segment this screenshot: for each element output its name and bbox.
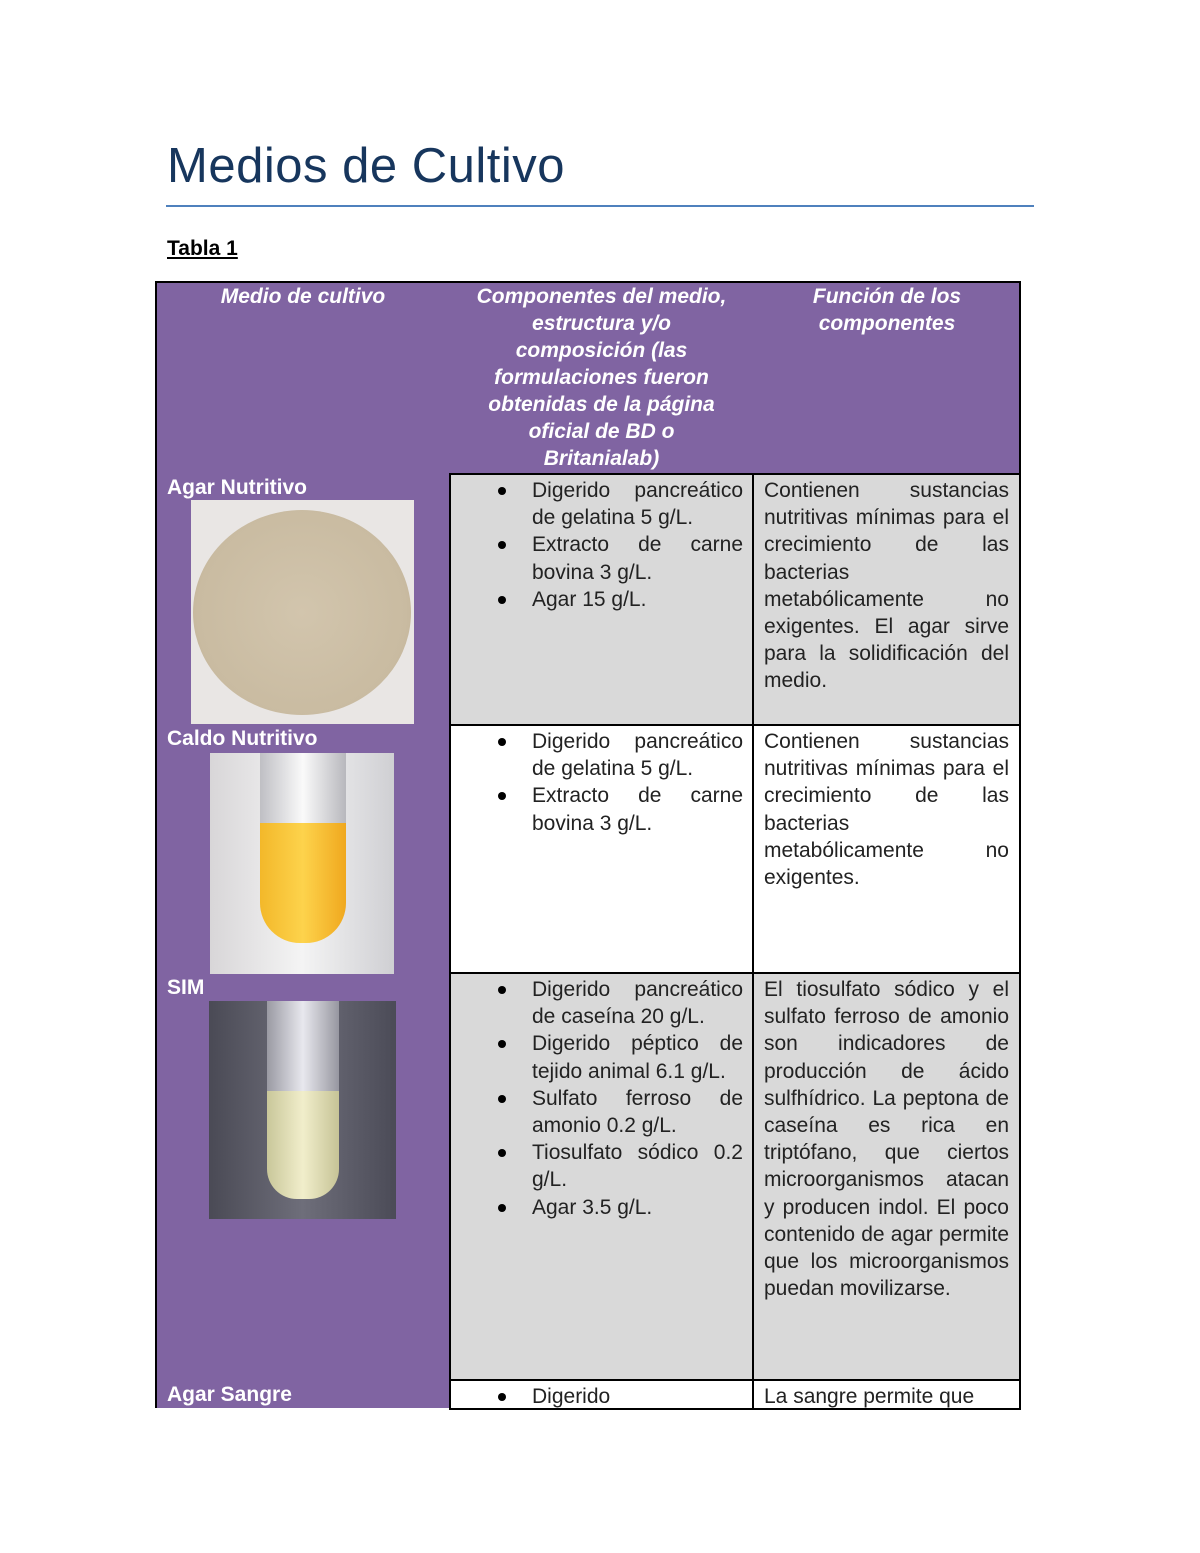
function-cell: El tiosulfato sódico y el sulfato ferroso de amonio son indicadores de producción de ácido sulfhídrico. La peptona de caseína es rica en triptófano, que ciertos microorganismos atacan y producen indol. El poco contenido de agar permite que los microorganismos puedan movilizarse.	[752, 972, 1021, 1381]
header-componentes: Componentes del medio, estructura y/o composición (las formulaciones fueron obtenidas de la página oficial de BD o Britanialab)	[476, 285, 727, 470]
component-item: Digerido pancreático de gelatina 5 g/L.	[532, 728, 743, 782]
component-item: Extracto de carne bovina 3 g/L.	[532, 531, 743, 585]
component-item: Agar 15 g/L.	[532, 586, 743, 613]
row-label-caldo-nutritivo: Caldo Nutritivo	[167, 727, 318, 750]
row-label-sim: SIM	[167, 976, 205, 999]
component-item: Digerido pancreático de caseína 20 g/L.	[532, 976, 743, 1030]
component-item: Digerido	[532, 1383, 743, 1410]
components-cell	[449, 972, 754, 1381]
function-cell: Contienen sustancias nutritivas mínimas para el crecimiento de las bacterias metabólicamente no exigentes.	[752, 724, 1021, 974]
components-cell	[449, 1379, 754, 1410]
table-caption: Tabla 1	[167, 237, 238, 260]
component-item: Digerido péptico de tejido animal 6.1 g/L.	[532, 1030, 743, 1084]
row-label-agar-sangre: Agar Sangre	[167, 1383, 292, 1406]
function-cell: La sangre permite que	[752, 1379, 1021, 1410]
components-cell	[449, 724, 754, 974]
title-underline	[166, 205, 1034, 207]
header-funcion: Función de los componentes	[812, 285, 962, 335]
components-cell	[449, 473, 754, 726]
caldo-nutritivo-photo	[210, 753, 394, 974]
sim-photo	[209, 1001, 396, 1219]
component-item: Agar 3.5 g/L.	[532, 1194, 743, 1221]
component-item: Sulfato ferroso de amonio 0.2 g/L.	[532, 1085, 743, 1139]
header-medio: Medio de cultivo	[220, 285, 386, 308]
component-item: Tiosulfato sódico 0.2 g/L.	[532, 1139, 743, 1193]
component-item: Extracto de carne bovina 3 g/L.	[532, 782, 743, 836]
media-table	[155, 281, 1021, 1408]
agar-nutritivo-photo	[191, 500, 414, 724]
function-cell: Contienen sustancias nutritivas mínimas para el crecimiento de las bacterias metabólicamente no exigentes. El agar sirve para la solidificación del medio.	[752, 473, 1021, 726]
page-title: Medios de Cultivo	[167, 139, 565, 193]
component-item: Digerido pancreático de gelatina 5 g/L.	[532, 477, 743, 531]
row-label-agar-nutritivo: Agar Nutritivo	[167, 476, 308, 499]
